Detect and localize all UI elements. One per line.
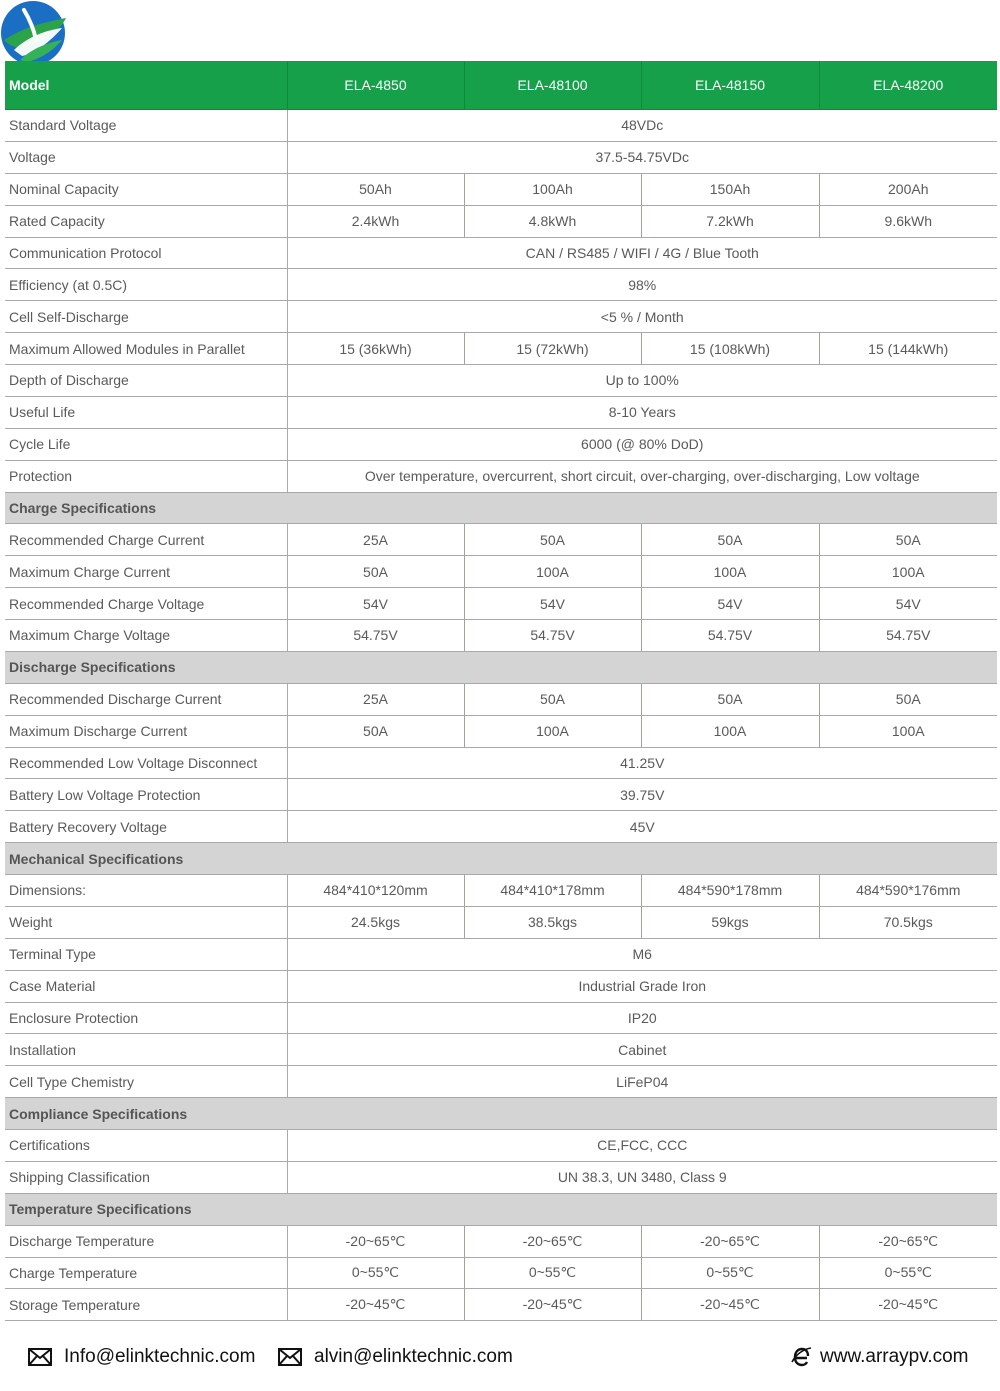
spec-label: Recommended Discharge Current: [5, 683, 287, 715]
spec-value: 25A: [287, 524, 464, 556]
spec-label: Communication Protocol: [5, 237, 287, 269]
spec-value: 54.75V: [819, 620, 997, 652]
spec-value: CAN / RS485 / WIFI / 4G / Blue Tooth: [287, 237, 997, 269]
spec-label: Weight: [5, 906, 287, 938]
spec-value: 39.75V: [287, 779, 997, 811]
section-title: Mechanical Specifications: [5, 843, 997, 875]
spec-row: [5, 1289, 997, 1321]
spec-row: [5, 237, 997, 269]
spec-row: [5, 779, 997, 811]
spec-value: 54V: [819, 588, 997, 620]
spec-label: Rated Capacity: [5, 205, 287, 237]
spec-row: [5, 715, 997, 747]
spec-value: Industrial Grade Iron: [287, 970, 997, 1002]
spec-label: Certifications: [5, 1130, 287, 1162]
spec-value: 48VDc: [287, 110, 997, 142]
spec-value: 2.4kWh: [287, 205, 464, 237]
spec-row: [5, 301, 997, 333]
section-header-row: [5, 1098, 997, 1130]
spec-value: -20~45℃: [819, 1289, 997, 1321]
spec-row: [5, 938, 997, 970]
spec-table: [5, 61, 997, 1321]
spec-value: 50A: [819, 524, 997, 556]
spec-row: [5, 428, 997, 460]
spec-value: 54V: [641, 588, 819, 620]
spec-label: Maximum Discharge Current: [5, 715, 287, 747]
spec-value: 484*590*178mm: [641, 875, 819, 907]
header-model-1: ELA-48100: [464, 61, 641, 110]
spec-value: CE,FCC, CCC: [287, 1130, 997, 1162]
spec-label: Maximum Allowed Modules in Parallet: [5, 333, 287, 365]
spec-value: 15 (72kWh): [464, 333, 641, 365]
spec-value: Up to 100%: [287, 365, 997, 397]
spec-value: 100A: [819, 715, 997, 747]
spec-value: Over temperature, overcurrent, short circuit, over-charging, over-discharging, Low voltage: [287, 460, 997, 492]
spec-value: 38.5kgs: [464, 906, 641, 938]
spec-row: [5, 1066, 997, 1098]
company-logo: [0, 0, 68, 66]
spec-value: 41.25V: [287, 747, 997, 779]
spec-value: 50A: [464, 524, 641, 556]
spec-label: Efficiency (at 0.5C): [5, 269, 287, 301]
spec-value: 54.75V: [464, 620, 641, 652]
header-model-3: ELA-48200: [819, 61, 997, 110]
spec-value: 24.5kgs: [287, 906, 464, 938]
spec-row: [5, 970, 997, 1002]
spec-value: 98%: [287, 269, 997, 301]
section-header-row: [5, 492, 997, 524]
spec-value: 15 (36kWh): [287, 333, 464, 365]
spec-value: 200Ah: [819, 173, 997, 205]
spec-value: 6000 (@ 80% DoD): [287, 428, 997, 460]
spec-value: 100A: [641, 556, 819, 588]
spec-value: 50A: [641, 683, 819, 715]
spec-label: Case Material: [5, 970, 287, 1002]
spec-value: -20~45℃: [464, 1289, 641, 1321]
header-model-0: ELA-4850: [287, 61, 464, 110]
spec-value: 100A: [464, 556, 641, 588]
spec-value: 484*410*178mm: [464, 875, 641, 907]
spec-value: 100A: [464, 715, 641, 747]
spec-value: IP20: [287, 1002, 997, 1034]
spec-value: -20~45℃: [287, 1289, 464, 1321]
spec-label: Cycle Life: [5, 428, 287, 460]
spec-value: 54.75V: [641, 620, 819, 652]
section-title: Charge Specifications: [5, 492, 997, 524]
header-model-label: Model: [5, 61, 287, 110]
spec-value: 54V: [287, 588, 464, 620]
spec-label: Protection: [5, 460, 287, 492]
spec-label: Maximum Charge Voltage: [5, 620, 287, 652]
spec-value: 50Ah: [287, 173, 464, 205]
spec-label: Installation: [5, 1034, 287, 1066]
spec-row: [5, 556, 997, 588]
spec-value: 9.6kWh: [819, 205, 997, 237]
section-title: Discharge Specifications: [5, 651, 997, 683]
spec-row: [5, 396, 997, 428]
spec-label: Storage Temperature: [5, 1289, 287, 1321]
spec-value: 484*590*176mm: [819, 875, 997, 907]
spec-value: 37.5-54.75VDc: [287, 141, 997, 173]
spec-value: 50A: [819, 683, 997, 715]
spec-row: [5, 269, 997, 301]
spec-value: 54V: [464, 588, 641, 620]
spec-value: 70.5kgs: [819, 906, 997, 938]
globe-e-icon: [790, 1346, 812, 1368]
spec-label: Depth of Discharge: [5, 365, 287, 397]
spec-row: [5, 141, 997, 173]
spec-value: 0~55℃: [287, 1257, 464, 1289]
spec-value: 50A: [641, 524, 819, 556]
spec-value: 25A: [287, 683, 464, 715]
spec-row: [5, 173, 997, 205]
spec-row: [5, 588, 997, 620]
section-title: Compliance Specifications: [5, 1098, 997, 1130]
spec-value: 15 (108kWh): [641, 333, 819, 365]
spec-label: Recommended Low Voltage Disconnect: [5, 747, 287, 779]
spec-label: Enclosure Protection: [5, 1002, 287, 1034]
section-title: Temperature Specifications: [5, 1193, 997, 1225]
spec-value: M6: [287, 938, 997, 970]
spec-row: [5, 1225, 997, 1257]
spec-row: [5, 811, 997, 843]
spec-label: Voltage: [5, 141, 287, 173]
header-model-2: ELA-48150: [641, 61, 819, 110]
spec-value: 50A: [287, 556, 464, 588]
spec-label: Recommended Charge Voltage: [5, 588, 287, 620]
spec-label: Recommended Charge Current: [5, 524, 287, 556]
footer-email-1-text[interactable]: Info@elinktechnic.com: [64, 1346, 256, 1367]
spec-value: -20~65℃: [641, 1225, 819, 1257]
spec-row: [5, 1130, 997, 1162]
section-header-row: [5, 1193, 997, 1225]
footer-email-2[interactable]: [278, 1346, 513, 1368]
spec-value: 8-10 Years: [287, 396, 997, 428]
spec-row: [5, 1002, 997, 1034]
spec-label: Useful Life: [5, 396, 287, 428]
spec-value: <5 % / Month: [287, 301, 997, 333]
spec-row: [5, 1034, 997, 1066]
spec-row: [5, 747, 997, 779]
envelope-icon: [278, 1348, 302, 1366]
spec-value: 54.75V: [287, 620, 464, 652]
spec-label: Standard Voltage: [5, 110, 287, 142]
spec-value: 50A: [464, 683, 641, 715]
footer-website-text[interactable]: www.arraypv.com: [820, 1346, 969, 1367]
spec-value: -20~65℃: [287, 1225, 464, 1257]
spec-value: -20~65℃: [464, 1225, 641, 1257]
spec-label: Battery Low Voltage Protection: [5, 779, 287, 811]
spec-value: 0~55℃: [819, 1257, 997, 1289]
spec-label: Shipping Classification: [5, 1161, 287, 1193]
spec-label: Terminal Type: [5, 938, 287, 970]
spec-row: [5, 1161, 997, 1193]
spec-label: Maximum Charge Current: [5, 556, 287, 588]
spec-row: [5, 620, 997, 652]
spec-label: Cell Self-Discharge: [5, 301, 287, 333]
footer: [0, 1342, 1000, 1378]
spec-row: [5, 906, 997, 938]
spec-label: Nominal Capacity: [5, 173, 287, 205]
spec-row: [5, 1257, 997, 1289]
envelope-icon: [28, 1348, 52, 1366]
spec-label: Battery Recovery Voltage: [5, 811, 287, 843]
spec-value: 100A: [641, 715, 819, 747]
spec-row: [5, 460, 997, 492]
spec-row: [5, 205, 997, 237]
spec-value: 59kgs: [641, 906, 819, 938]
section-header-row: [5, 843, 997, 875]
spec-value: 0~55℃: [641, 1257, 819, 1289]
spec-value: 50A: [287, 715, 464, 747]
spec-row: [5, 524, 997, 556]
spec-label: Discharge Temperature: [5, 1225, 287, 1257]
spec-value: 15 (144kWh): [819, 333, 997, 365]
spec-row: [5, 365, 997, 397]
spec-value: Cabinet: [287, 1034, 997, 1066]
spec-value: UN 38.3, UN 3480, Class 9: [287, 1161, 997, 1193]
footer-email-2-text[interactable]: alvin@elinktechnic.com: [314, 1346, 513, 1367]
footer-email-1[interactable]: [28, 1346, 255, 1368]
footer-website[interactable]: [790, 1346, 969, 1368]
header-row: [5, 61, 997, 110]
spec-value: 150Ah: [641, 173, 819, 205]
spec-row: [5, 110, 997, 142]
spec-row: [5, 683, 997, 715]
spec-value: 100Ah: [464, 173, 641, 205]
spec-value: LiFeP04: [287, 1066, 997, 1098]
spec-row: [5, 333, 997, 365]
spec-value: 7.2kWh: [641, 205, 819, 237]
spec-value: 0~55℃: [464, 1257, 641, 1289]
spec-row: [5, 875, 997, 907]
spec-value: 100A: [819, 556, 997, 588]
section-header-row: [5, 651, 997, 683]
spec-label: Cell Type Chemistry: [5, 1066, 287, 1098]
spec-label: Dimensions:: [5, 875, 287, 907]
spec-value: 45V: [287, 811, 997, 843]
spec-value: -20~65℃: [819, 1225, 997, 1257]
spec-value: -20~45℃: [641, 1289, 819, 1321]
spec-value: 484*410*120mm: [287, 875, 464, 907]
spec-value: 4.8kWh: [464, 205, 641, 237]
spec-label: Charge Temperature: [5, 1257, 287, 1289]
